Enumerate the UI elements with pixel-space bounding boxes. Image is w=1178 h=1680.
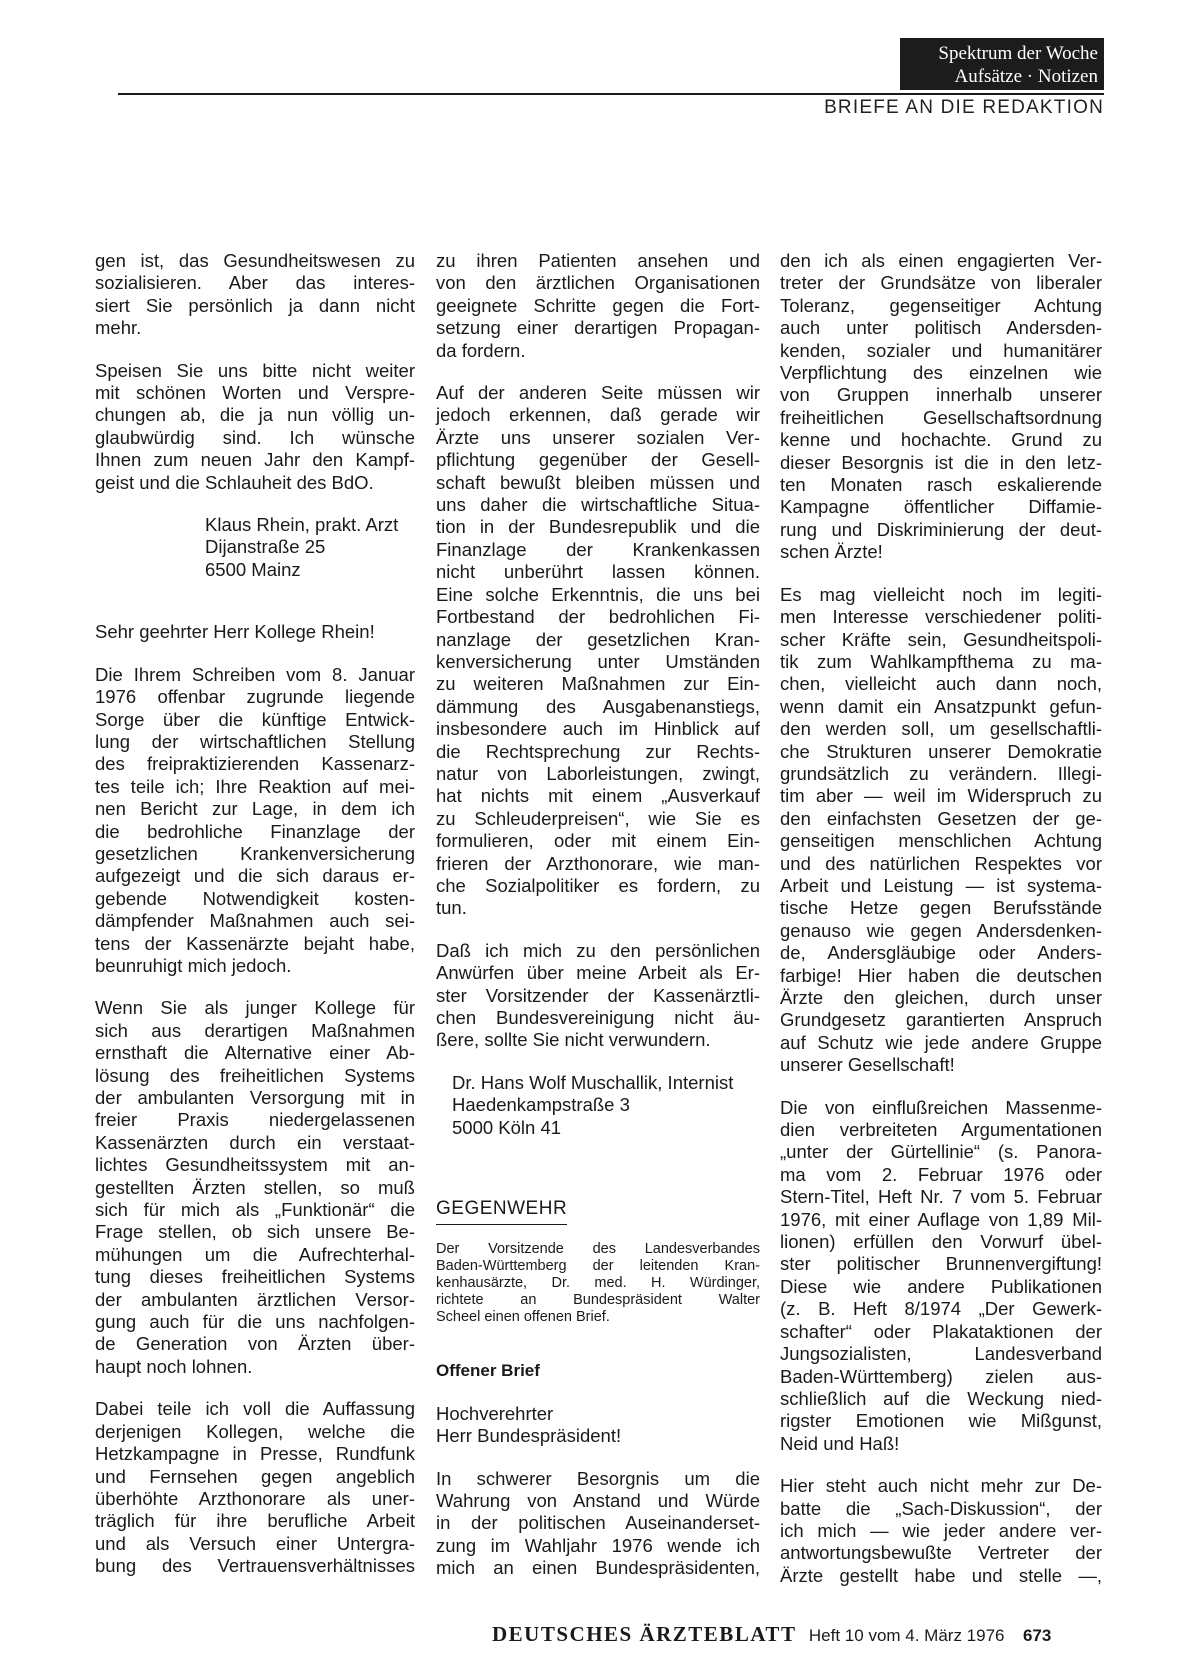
text-line: hat nichts mit einem „Ausverkauf (436, 785, 760, 807)
text-line: men Interesse verschiedener politi- (780, 606, 1102, 628)
text-line: Jungsozialisten, Landesverband (780, 1343, 1102, 1365)
text-line: die bedrohliche Finanzlage der (95, 820, 415, 842)
text-line: „unter der Gürtellinie“ (s. Panora- (780, 1141, 1102, 1163)
text-line: Grundgesetz garantierten Anspruch (780, 1009, 1102, 1031)
text-line: che Strukturen unserer Demokratie (780, 740, 1102, 762)
text-line: Scheel einen offenen Brief. (436, 1309, 610, 1326)
text-line: Kassenärzten durch ein verstaat- (95, 1131, 415, 1153)
paragraph (95, 360, 415, 494)
text-line: gebende Notwendigkeit kosten- (95, 887, 415, 909)
text-line: batte die „Sach-Diskussion“, der (780, 1497, 1102, 1519)
text-line: genseitigen menschlichen Achtung (780, 830, 1102, 852)
text-line: schen Ärzte! (780, 541, 883, 563)
text-line: Hetzkampagne in Presse, Rundfunk (95, 1443, 415, 1465)
text-line: jedoch erkennen, daß gerade wir (436, 404, 760, 426)
text-line: zung im Wahljahr 1976 wende ich (436, 1534, 760, 1556)
text-line: tes teile ich; Ihre Reaktion auf mei- (95, 775, 415, 797)
text-line: antwortungsbewußte Vertreter der (780, 1542, 1102, 1564)
text-line: den ich als einen engagierten Ver- (780, 250, 1102, 271)
text-line: ster Vorsitzender der Kassenärztli- (436, 984, 760, 1006)
text-line: schafter“ oder Plakataktionen der (780, 1320, 1102, 1342)
text-line: grundsätzlich zu verändern. Illegi- (780, 762, 1102, 784)
text-line: träglich für ihre berufliche Arbeit (95, 1510, 415, 1532)
text-line: formulieren, oder mit einem Ein- (436, 830, 760, 852)
text-line: ten Monaten rasch eskalierende (780, 474, 1102, 496)
section-title: BRIEFE AN DIE REDAKTION (824, 97, 1104, 118)
text-line: Neid und Haß! (780, 1432, 900, 1454)
text-line: 1976 offenbar zugrunde liegende (95, 686, 415, 708)
text-line: rung und Diskriminierung der deut- (780, 518, 1102, 540)
text-line: die Rechtsprechung zur Rechts- (436, 740, 760, 762)
address-block (436, 1403, 760, 1448)
paragraph (95, 997, 415, 1378)
text-line: auf Schutz wie jede andere Gruppe (780, 1031, 1102, 1053)
text-line: beunruhigt mich jedoch. (95, 954, 292, 976)
text-line: derjenigen Kollegen, welche die (95, 1420, 415, 1442)
text-line: 1976, mit einer Auflage von 1,89 Mil- (780, 1208, 1102, 1230)
text-line: genauso wie gegen Andersdenken- (780, 919, 1102, 941)
text-line: Auf der anderen Seite müssen wir (436, 382, 760, 404)
text-line: tim aber — weil im Widerspruch zu (780, 785, 1102, 807)
text-line: 5000 Köln 41 (452, 1116, 562, 1138)
text-line: Daß ich mich zu den persönlichen (436, 939, 760, 961)
text-line: überhöhte Arzthonorare als uner- (95, 1487, 415, 1509)
text-line: geeignete Schritte gegen die Fort- (436, 294, 760, 316)
text-line: che Sozialpolitiker es fordern, zu (436, 874, 760, 896)
column-3 (780, 250, 1102, 1607)
text-line: tung dieses freiheitlichen Systems (95, 1266, 415, 1288)
text-line: Fortbestand der bedrohlichen Fi- (436, 606, 760, 628)
text-line: mehr. (95, 317, 142, 339)
text-line: lichtes Gesundheitssystem mit an- (95, 1154, 415, 1176)
article-heading: GEGENWEHR (436, 1198, 567, 1225)
text-line: Klaus Rhein, prakt. Arzt (205, 514, 399, 536)
paragraph (780, 584, 1102, 1077)
text-line: Wenn Sie als junger Kollege für (95, 997, 415, 1019)
text-line: den einfachsten Gesetzen der ge- (780, 807, 1102, 829)
text-line: uns daher die wirtschaftliche Situa- (436, 494, 760, 516)
paragraph (780, 1097, 1102, 1456)
text-line: zu ihren Patienten ansehen und (436, 250, 760, 271)
text-line: Haedenkampstraße 3 (452, 1094, 630, 1116)
paragraph (780, 250, 1102, 564)
text-line: Wahrung von Anstand und Würde (436, 1490, 760, 1512)
text-line: Sorge über die künftige Entwick- (95, 708, 415, 730)
text-line: sich für mich als „Funktionär“ die (95, 1199, 415, 1221)
text-line: ster politischer Brunnenvergiftung! (780, 1253, 1102, 1275)
text-line: zu Schleuderpreisen“, wie Sie es (436, 807, 760, 829)
text-line: aufgezeigt und die sich daraus er- (95, 865, 415, 887)
text-line: pflichtung gegenüber der Gesell- (436, 449, 760, 471)
text-line: Baden-Württemberg) zielen aus- (780, 1365, 1102, 1387)
text-line: ßere, sollte Sie nicht verwundern. (436, 1029, 711, 1051)
text-line: von den ärztlichen Organisationen (436, 272, 760, 294)
text-line: zu weiteren Maßnahmen zur Ein- (436, 673, 760, 695)
text-line: gesetzlichen Krankenversicherung (95, 842, 415, 864)
text-line: schaft bewußt bleiben müssen und (436, 471, 760, 493)
text-line: Die von einflußreichen Massenme- (780, 1096, 1102, 1118)
text-line: tik zum Wahlkampfthema zu ma- (780, 650, 1102, 672)
text-line: Ihnen zum neuen Jahr den Kampf- (95, 449, 415, 471)
salutation: Sehr geehrter Herr Kollege Rhein! (95, 621, 375, 643)
text-line: nen Bericht zur Lage, in dem ich (95, 798, 415, 820)
text-line: glaubwürdig sind. Ich wünsche (95, 426, 415, 448)
text-line: wenn damit ein Ansatzpunkt gefun- (780, 695, 1102, 717)
column-2 (436, 250, 760, 1600)
text-line: tens der Kassenärzte bejaht habe, (95, 932, 415, 954)
text-line: ma vom 2. Februar 1976 oder (780, 1163, 1102, 1185)
text-line: Kampagne öffentlicher Diffamie- (780, 496, 1102, 518)
text-line: freier Praxis niedergelassenen (95, 1109, 415, 1131)
paragraph (436, 382, 760, 920)
text-line: auch unter politisch Andersden- (780, 317, 1102, 339)
page-number: 673 (1022, 1626, 1052, 1645)
subheading: Offener Brief (436, 1361, 540, 1381)
article-intro (436, 1241, 760, 1326)
paragraph (95, 250, 415, 340)
text-line: treter der Grundsätze von liberaler (780, 272, 1102, 294)
header-rule (118, 93, 1104, 95)
text-line: Baden-Württemberg der leitenden Kran- (436, 1258, 760, 1275)
text-line: haupt noch lohnen. (95, 1355, 253, 1377)
rubric-line-1: Spektrum der Woche (938, 43, 1098, 64)
text-line: und Fernsehen gegen angeblich (95, 1465, 415, 1487)
text-line: mich an einen Bundespräsidenten, (436, 1557, 760, 1579)
text-line: scher Kräfte sein, Gesundheitspoli- (780, 628, 1102, 650)
text-line: Eine solche Erkenntnis, die uns bei (436, 583, 760, 605)
text-line: Anwürfen über meine Arbeit als Er- (436, 962, 760, 984)
text-line: der ambulanten ärztlichen Versor- (95, 1288, 415, 1310)
text-line: schließlich auf die Weckung nied- (780, 1387, 1102, 1409)
text-line: unserer Gesellschaft! (780, 1054, 955, 1076)
text-line: Dabei teile ich voll die Auffassung (95, 1398, 415, 1420)
text-line: mühungen um die Aufrechterhal- (95, 1243, 415, 1265)
text-line: gestellten Ärzten stellen, so muß (95, 1176, 415, 1198)
text-line: nanzlage der gesetzlichen Kran- (436, 628, 760, 650)
paragraph (436, 1468, 760, 1580)
paragraph (95, 664, 415, 978)
journal-name: DEUTSCHES ÄRZTEBLATT (492, 1622, 797, 1646)
text-line: dien verbreiteten Argumentationen (780, 1119, 1102, 1141)
text-line: Ärzte den gleichen, durch unser (780, 987, 1102, 1008)
text-line: da fordern. (436, 339, 526, 361)
paragraph (95, 1398, 415, 1577)
text-line: tische Hetze gegen Berufsstände (780, 897, 1102, 919)
text-line: richtete an Bundespräsident Walter (436, 1292, 760, 1309)
text-line: In schwerer Besorgnis um die (436, 1467, 760, 1489)
text-line: Ärzte gestellt habe und stelle —, (780, 1564, 1102, 1586)
text-line: sich aus derartigen Maßnahmen (95, 1019, 415, 1041)
text-line: Hier steht auch nicht mehr zur De- (780, 1475, 1102, 1497)
text-line: Dr. Hans Wolf Muschallik, Internist (452, 1071, 734, 1093)
text-line: rigster Emotionen wie Mißgunst, (780, 1410, 1102, 1432)
text-line: Die Ihrem Schreiben vom 8. Januar (95, 663, 415, 685)
text-line: gung auch für die uns nachfolgen- (95, 1311, 415, 1333)
text-line: chen Bundesvereinigung nicht äu- (436, 1007, 760, 1028)
text-line: Diese wie andere Publikationen (780, 1275, 1102, 1297)
text-line: Es mag vielleicht noch im legiti- (780, 583, 1102, 605)
paragraph (780, 1475, 1102, 1587)
text-line: Hochverehrter (436, 1402, 554, 1424)
text-line: ernsthaft die Alternative einer Ab- (95, 1042, 415, 1064)
text-line: des freipraktizierenden Kassenarz- (95, 753, 415, 775)
text-line: nicht unberührt lassen können. (436, 561, 760, 583)
text-line: Stern-Titel, Heft Nr. 7 vom 5. Februar (780, 1186, 1102, 1208)
text-line: siert Sie persönlich ja dann nicht (95, 294, 415, 316)
paragraph (436, 250, 760, 362)
text-line: kenden, sozialer und humanitärer (780, 339, 1102, 361)
text-line: mit schönen Worten und Verspre- (95, 382, 415, 404)
text-line: lösung des freiheitlichen Systems (95, 1064, 415, 1086)
text-line: tion in der Bundesrepublik und die (436, 516, 760, 538)
text-line: geist und die Schlauheit des BdO. (95, 471, 374, 493)
paragraph (436, 940, 760, 1052)
text-line: dieser Besorgnis ist die in den letz- (780, 451, 1102, 473)
text-line: sozialisieren. Aber das interes- (95, 272, 415, 294)
text-line: Toleranz, gegenseitiger Achtung (780, 294, 1102, 316)
text-line: setzung einer derartigen Propagan- (436, 317, 760, 339)
text-line: tun. (436, 897, 467, 919)
text-line: den werden soll, um gesellschaftli- (780, 718, 1102, 740)
issue-info: Heft 10 vom 4. März 1976 (808, 1626, 1005, 1645)
text-line: Herr Bundespräsident! (436, 1425, 622, 1447)
text-line: frieren der Arzthonorare, wie man- (436, 852, 760, 874)
text-line: de, Andersgläubige oder Anders- (780, 942, 1102, 964)
text-line: insbesondere auch im Hinblick auf (436, 718, 760, 740)
text-line: in der politischen Auseinanderset- (436, 1512, 760, 1534)
rubric-line-2: Aufsätze · Notizen (954, 66, 1098, 87)
text-line: Verpflichtung des einzelnen wie (780, 362, 1102, 384)
signature-block (436, 1072, 760, 1139)
text-line: lung der wirtschaftlichen Stellung (95, 730, 415, 752)
text-line: farbige! Hier haben die deutschen (780, 964, 1102, 986)
text-line: Dijanstraße 25 (205, 536, 326, 558)
column-1 (95, 250, 415, 1598)
text-line: und als Versuch einer Untergra- (95, 1532, 415, 1554)
text-line: Ärzte uns unserer sozialen Ver- (436, 426, 760, 448)
text-line: dämpfender Maßnahmen auch sei- (95, 910, 415, 932)
text-line: Arbeit und Leistung — ist systema- (780, 874, 1102, 896)
text-line: ich mich — wie jeder andere ver- (780, 1519, 1102, 1541)
text-line: 6500 Mainz (205, 558, 301, 580)
text-line: kenhausärzte, Dr. med. H. Würdinger, (436, 1275, 760, 1292)
text-line: von Gruppen innerhalb unserer (780, 384, 1102, 406)
rubric-badge (900, 38, 1104, 90)
text-line: de Generation von Ärzten über- (95, 1333, 415, 1355)
text-line: kenversicherung unter Umständen (436, 650, 760, 672)
text-line: der ambulanten Versorgung mit in (95, 1087, 415, 1108)
text-line: gen ist, das Gesundheitswesen zu (95, 250, 415, 271)
text-line: lionen) erfüllen den Vorwurf übel- (780, 1231, 1102, 1253)
text-line: (z. B. Heft 8/1974 „Der Gewerk- (780, 1298, 1102, 1320)
text-line: dämmung des Ausgabenanstiegs, (436, 695, 760, 717)
text-line: Der Vorsitzende des Landesverbandes (436, 1241, 760, 1258)
text-line: bung des Vertrauensverhältnisses (95, 1555, 415, 1577)
text-line: chen, vielleicht auch dann noch, (780, 673, 1102, 695)
text-line: freiheitlichen Gesellschaftsordnung (780, 406, 1102, 428)
text-line: und des natürlichen Respektes vor (780, 852, 1102, 874)
text-line: Finanzlage der Krankenkassen (436, 538, 760, 560)
text-line: chungen ab, die ja nun völlig un- (95, 404, 415, 426)
text-line: Speisen Sie uns bitte nicht weiter (95, 359, 415, 381)
text-line: natur von Laborleistungen, zwingt, (436, 762, 760, 784)
signature-block (95, 514, 415, 581)
page-footer (492, 1622, 1104, 1647)
text-line: Frage stellen, ob sich unsere Be- (95, 1221, 415, 1243)
text-line: kenne und hochachte. Grund zu (780, 429, 1102, 451)
